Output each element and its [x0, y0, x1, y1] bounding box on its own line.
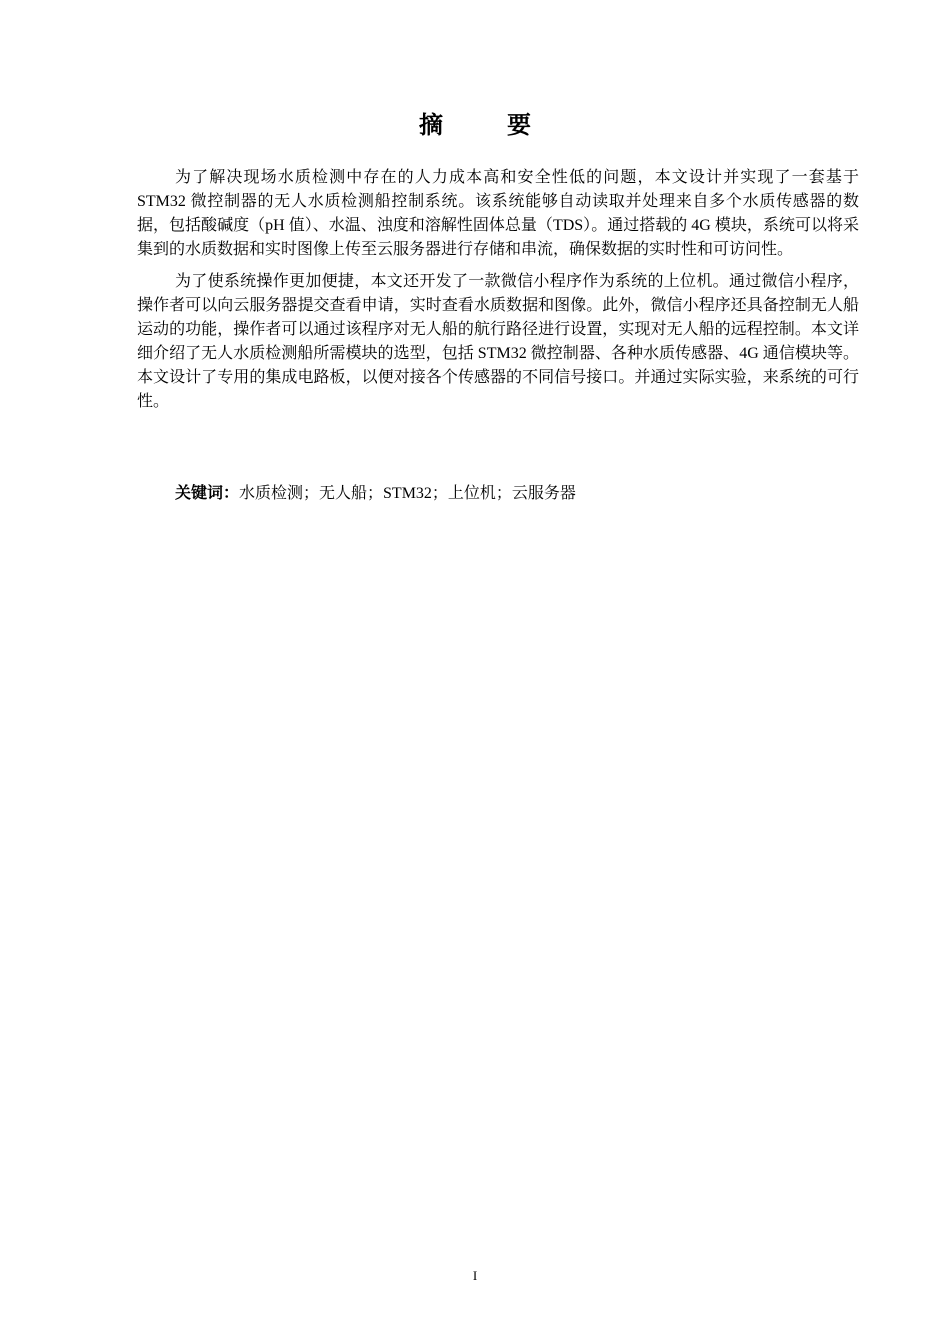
abstract-title: 摘 要: [419, 113, 551, 139]
abstract-body: [137, 166, 859, 422]
keywords-label: 关键词：: [175, 485, 240, 502]
keywords-text: 水质检测；无人船；STM32；上位机；云服务器: [239, 485, 576, 502]
keywords-line: [175, 480, 859, 508]
page-number: I: [472, 1268, 478, 1283]
abstract-paragraph-2: 为了使系统操作更加便捷，本文还开发了一款微信小程序作为系统的上位机。通过微信小程序，操作者可以向云服务器提交查看申请，实时查看水质数据和图像。此外，微信小程序还具备控制无人船运动的功能，操作者可以通过该程序对无人船的航行路径进行设置，实现对无人船的远程控制。本文详细介绍了无人水质检测船所需模块的选型，包括 STM32 微控制器、各种水质传感器、4G 通信模块等。本文设计了专用的集成电路板，以便对接各个传感器的不同信号接口。并通过实际实验，来系统的可行性。: [137, 273, 859, 410]
abstract-paragraph-1: 为了解决现场水质检测中存在的人力成本高和安全性低的问题，本文设计并实现了一套基于 STM32 微控制器的无人水质检测船控制系统。该系统能够自动读取并处理来自多个水质传感器的数据，包括酸碱度（pH 值）、水温、浊度和溶解性固体总量（TDS）。通过搭载的 4G 模块，系统可以将采集到的水质数据和实时图像上传至云服务器进行存储和串流，确保数据的实时性和可访问性。: [137, 169, 859, 258]
